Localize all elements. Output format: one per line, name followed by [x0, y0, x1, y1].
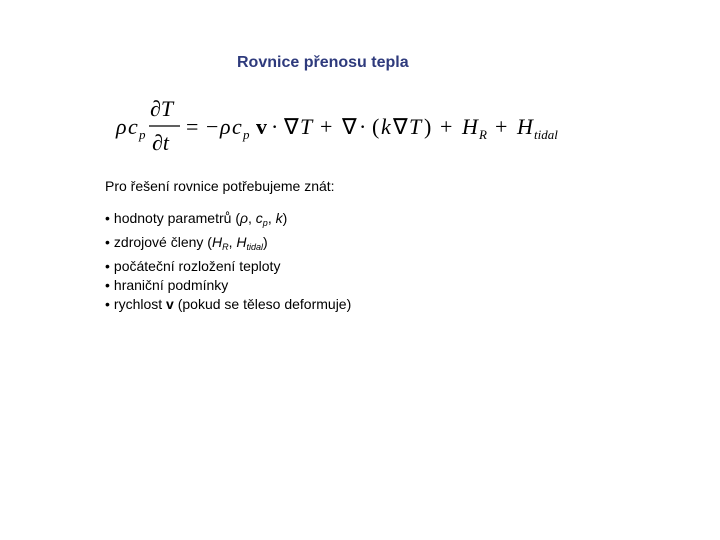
b5-post: (pokud se těleso deformuje) — [173, 296, 352, 312]
b2-sep: , — [228, 234, 237, 250]
bullet-mark: • — [105, 210, 110, 226]
eq-H-R: H — [462, 114, 478, 139]
bullet-mark: • — [105, 296, 110, 312]
eq-equals: = — [186, 114, 199, 139]
b3-text: počáteční rozložení teploty — [113, 258, 281, 274]
b4-text: hraniční podmínky — [113, 277, 229, 293]
eq-frac-numerator: ∂T — [150, 96, 174, 121]
eq-lhs-c: c — [128, 114, 138, 139]
eq-nabla-1: ∇ — [284, 114, 299, 139]
b2-pre: zdrojové členy ( — [113, 234, 212, 250]
eq-plus-2: + — [440, 114, 453, 139]
eq-nabla-2: ∇ — [342, 114, 357, 139]
eq-minus: − — [206, 114, 219, 139]
eq-k: k — [381, 114, 391, 139]
list-item — [105, 209, 351, 233]
b1-k: k — [275, 210, 283, 226]
eq-paren-open: ( — [372, 114, 380, 139]
requirements-list — [105, 209, 351, 314]
b1-c-sub: p — [262, 218, 268, 228]
heat-equation — [114, 92, 594, 162]
list-item — [105, 257, 351, 276]
heat-equation-svg — [114, 92, 594, 162]
b2-H2-sub: tidal — [246, 242, 263, 252]
eq-lhs-c-sub: p — [139, 127, 146, 142]
eq-rhs-c: c — [232, 114, 242, 139]
eq-T-1: T — [300, 114, 313, 139]
intro-text: Pro řešení rovnice potřebujeme znát: — [105, 178, 335, 194]
eq-H-R-sub: R — [479, 127, 487, 142]
b1-post: ) — [282, 210, 288, 226]
eq-plus-3: + — [495, 114, 508, 139]
list-item — [105, 295, 351, 314]
b1-sep1: , — [248, 210, 256, 226]
b2-H2: H — [236, 234, 247, 250]
eq-H-tidal-sub: tidal — [534, 127, 558, 142]
eq-dot-2: · — [359, 114, 367, 139]
b5-v: v — [166, 296, 174, 312]
b2-H1-sub: R — [222, 242, 229, 252]
eq-dot-1: · — [271, 114, 279, 139]
list-item — [105, 233, 351, 257]
b5-pre: rychlost — [113, 296, 167, 312]
eq-rhs-rho: ρ — [220, 114, 231, 139]
b1-rho: ρ — [239, 210, 249, 226]
eq-rhs-c-sub: p — [243, 127, 250, 142]
bullet-mark: • — [105, 234, 110, 250]
eq-velocity: v — [256, 114, 267, 139]
b1-pre: hodnoty parametrů ( — [113, 210, 240, 226]
eq-H-tidal: H — [517, 114, 533, 139]
eq-nabla-3: ∇ — [393, 114, 408, 139]
b1-sep2: , — [267, 210, 276, 226]
bullet-mark: • — [105, 277, 110, 293]
eq-frac-denominator: ∂t — [152, 130, 169, 155]
slide-title: Rovnice přenosu tepla — [237, 54, 409, 71]
b1-c: c — [255, 210, 263, 226]
bullet-mark: • — [105, 258, 110, 274]
eq-lhs-rho: ρ — [116, 114, 127, 139]
b2-H1: H — [211, 234, 223, 250]
eq-plus-1: + — [320, 114, 333, 139]
eq-paren-close: ) — [424, 114, 432, 139]
eq-T-2: T — [409, 114, 422, 139]
b2-post: ) — [263, 234, 268, 250]
list-item — [105, 276, 351, 295]
